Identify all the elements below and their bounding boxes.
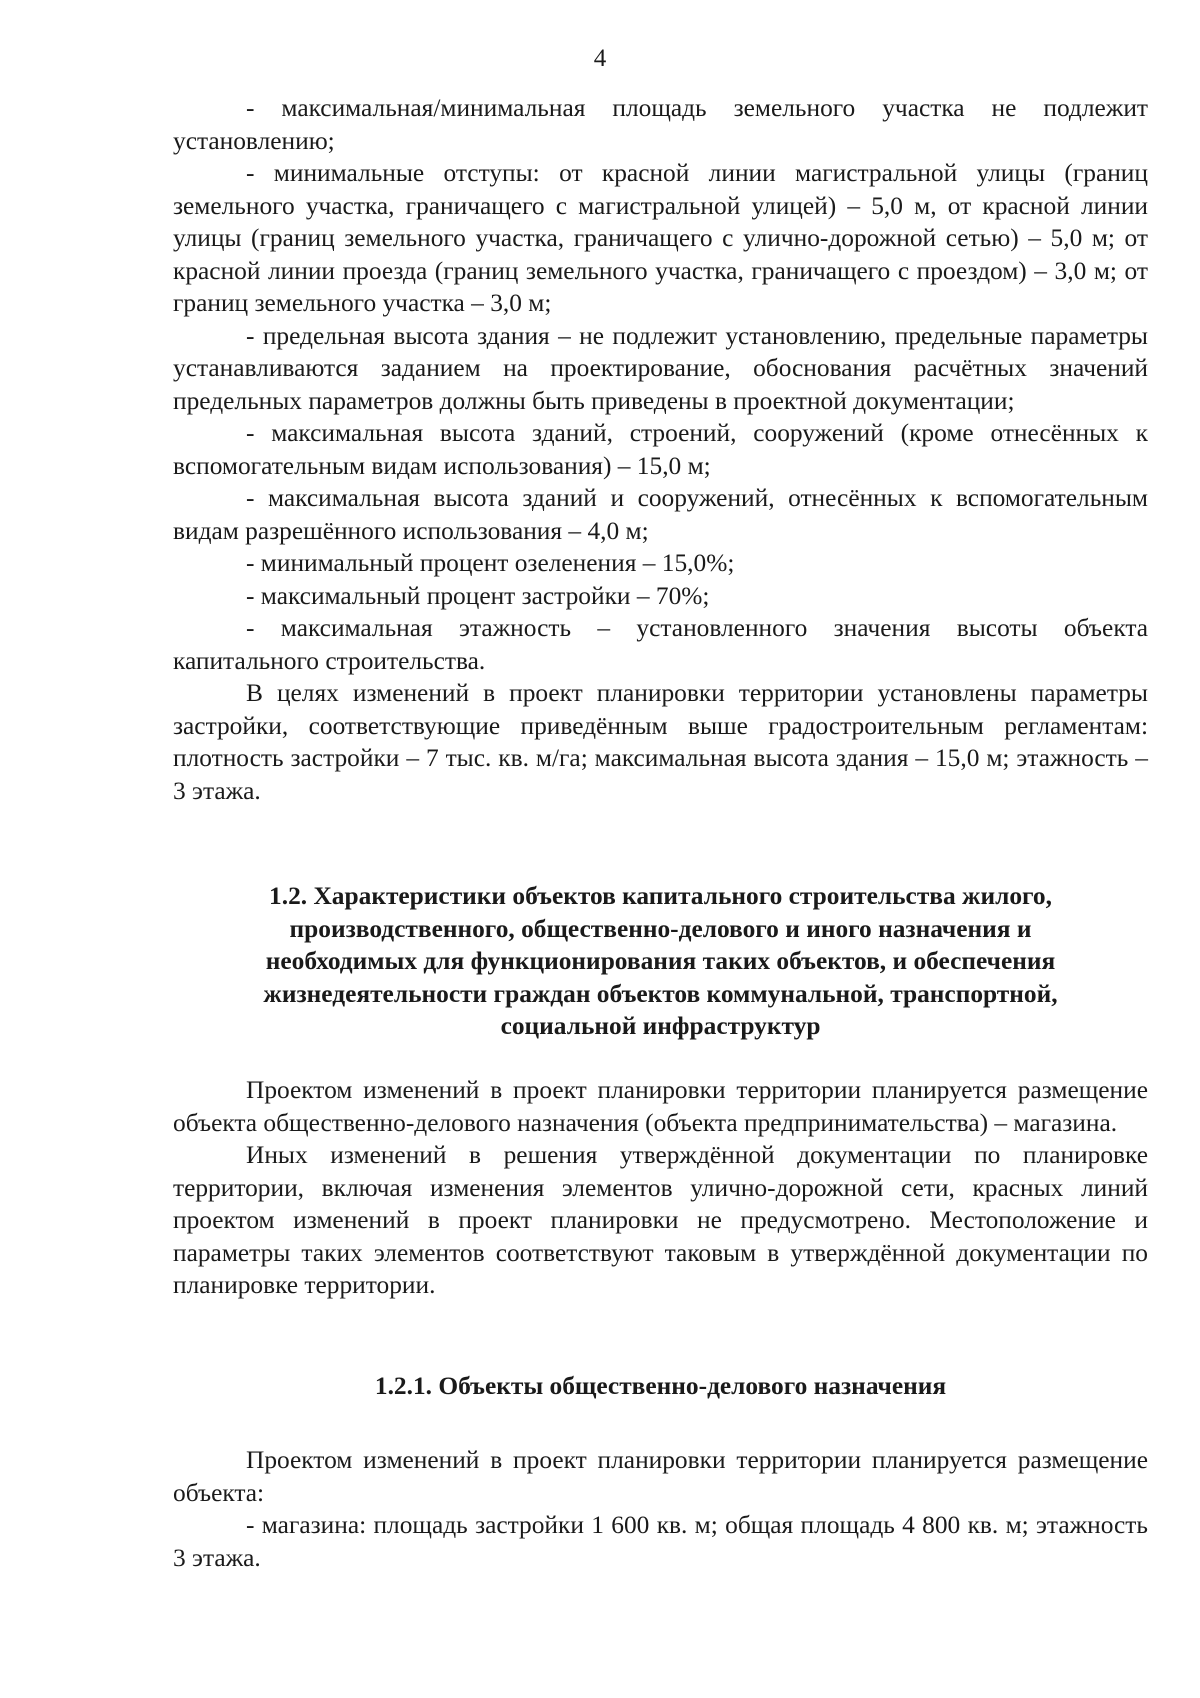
paragraph-max-height-main: - максимальная высота зданий, строений, сооружений (кроме отнесённых к вспомогательным видам использования) – 15,0 м; bbox=[173, 419, 1148, 480]
paragraph-building-parameters: В целях изменений в проект планировки территории установлены параметры застройки, соответствующие приведённым выше градостроительным регламентам: плотность застройки – 7 тыс. кв. м/га; максимальная высота здания – 15,0 м; этажность – 3 этажа. bbox=[173, 679, 1148, 805]
paragraph-planned-object: Проектом изменений в проект планировки территории планируется размещение объекта общественно-делового назначения (объекта предпринимательства) – магазина. bbox=[173, 1076, 1148, 1137]
heading-line: социальной инфраструктур bbox=[500, 1012, 821, 1040]
heading-line: необходимых для функционирования таких объектов, и обеспечения bbox=[265, 947, 1056, 975]
paragraph-land-area: - максимальная/минимальная площадь земельного участка не подлежит установлению; bbox=[173, 94, 1148, 155]
section-heading-1-2 bbox=[173, 880, 1148, 1043]
heading-line: 1.2. Характеристики объектов капитального строительства жилого, bbox=[269, 882, 1052, 910]
paragraph-shop-parameters: - магазина: площадь застройки 1 600 кв. м; общая площадь 4 800 кв. м; этажность 3 этажа. bbox=[173, 1511, 1148, 1572]
paragraph-height-limit: - предельная высота здания – не подлежит установлению, предельные параметры устанавливаются заданием на проектирование, обоснования расчётных значений предельных параметров должны быть приведены в проектной документации; bbox=[173, 321, 1148, 415]
paragraph-building-percent: - максимальный процент застройки – 70%; bbox=[246, 581, 710, 610]
paragraph-min-setbacks: - минимальные отступы: от красной линии магистральной улицы (границ земельного участка, граничащего с магистральной улицей) – 5,0 м, от красной линии улицы (границ земельного участка, граничащего с улично-дорожной сетью) – 5,0 м; от красной линии проезда (границ земельного участка, граничащего с проездом) – 3,0 м; от границ земельного участка – 3,0 м; bbox=[173, 159, 1148, 317]
section-1-2-1-text bbox=[173, 1444, 1148, 1574]
paragraph-max-floors: - максимальная этажность – установленного значения высоты объекта капитального строительства. bbox=[173, 614, 1148, 675]
page-number: 4 bbox=[593, 45, 607, 72]
heading-line: производственного, общественно-делового и иного назначения и bbox=[289, 914, 1032, 943]
paragraph-max-height-auxiliary: - максимальная высота зданий и сооружений, отнесённых к вспомогательным видам разрешённого использования – 4,0 м; bbox=[173, 484, 1148, 545]
paragraph-greening-percent: - минимальный процент озеленения – 15,0%; bbox=[246, 549, 735, 577]
section-heading-1-2-1: 1.2.1. Объекты общественно-делового назначения bbox=[374, 1372, 947, 1400]
paragraph-object-placement: Проектом изменений в проект планировки территории планируется размещение объекта: bbox=[173, 1446, 1148, 1507]
paragraph-other-changes: Иных изменений в решения утверждённой документации по планировке территории, включая изменения элементов улично-дорожной сети, красных линий проектом изменений в проект планировки не предусмотрено. Местоположение и параметры таких элементов соответствуют таковым в утверждённой документации по планировке территории. bbox=[173, 1141, 1148, 1299]
section-1-2-text bbox=[173, 1074, 1148, 1302]
regulations-list bbox=[173, 92, 1148, 807]
heading-line: жизнедеятельности граждан объектов коммунальной, транспортной, bbox=[263, 979, 1058, 1008]
